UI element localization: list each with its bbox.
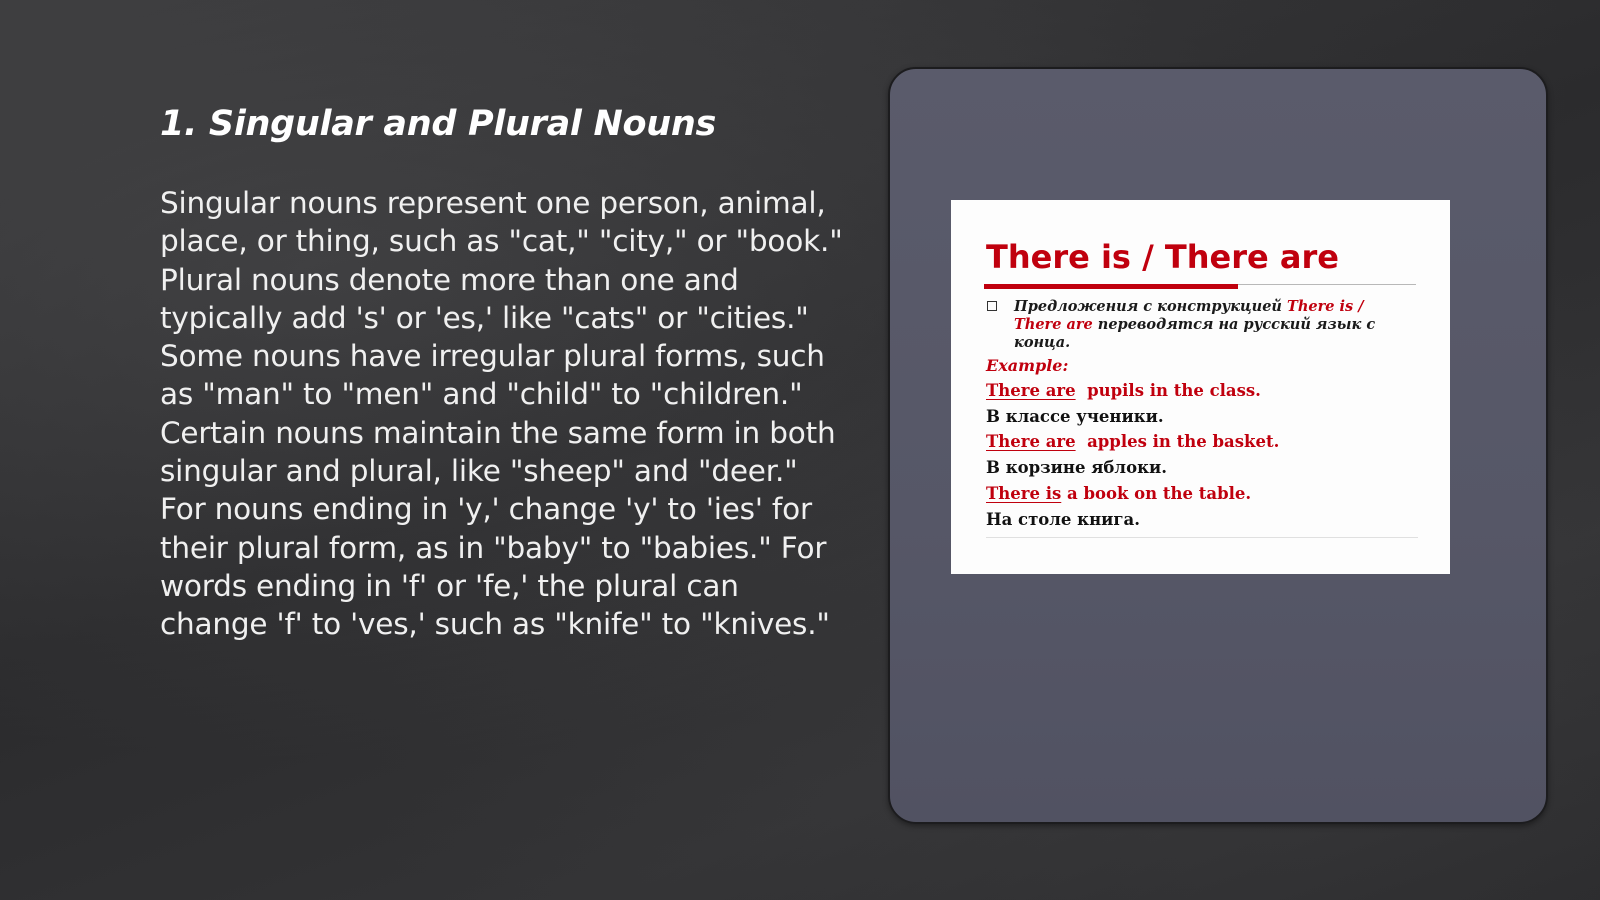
- construction-underlined: There are: [986, 381, 1076, 400]
- example-line-russian: На столе книга.: [986, 510, 1140, 529]
- example-rest: a book on the table.: [1061, 484, 1252, 503]
- slide-body-text: Singular nouns represent one person, animal, place, or thing, such as "cat," "city," or "book." Plural nouns denote more than one and typically add 's' or 'es,' like "cats" or "cities." Some nouns have irregular plural forms, such as "man" to "men" and "child" to "children." Certain nouns maintain the same form in both singular and plural, like "sheep" and "deer." For nouns ending in 'y,' change 'y' to 'ies' for their plural form, as in "baby" to "babies." For words ending in 'f' or 'fe,' the plural can change 'f' to 'ves,' such as "knife" to "knives.": [160, 186, 843, 642]
- example-line-english: [986, 484, 1251, 503]
- square-bullet-icon: [987, 301, 997, 311]
- slide-heading: 1. Singular and Plural Nouns: [160, 104, 716, 144]
- title-accent-bar: [984, 284, 1238, 289]
- bullet-highlight: There is / There are: [1014, 298, 1364, 333]
- bullet-text: [987, 298, 1409, 352]
- construction-underlined: There are: [986, 432, 1076, 451]
- construction-underlined: There is: [986, 484, 1062, 503]
- example-line-russian: В корзине яблоки.: [986, 458, 1167, 477]
- grammar-card-image: [951, 200, 1450, 574]
- card-title: There is / There are: [986, 238, 1339, 276]
- example-line-english: [986, 381, 1261, 400]
- example-rest: apples in the basket.: [1075, 432, 1280, 451]
- example-rest: pupils in the class.: [1075, 381, 1261, 400]
- example-label: Example:: [986, 356, 1069, 375]
- card-bullet: [987, 298, 1437, 352]
- bottom-divider: [986, 537, 1418, 538]
- bullet-prefix: Предложения с конструкцией: [1014, 298, 1288, 315]
- bullet-suffix: переводятся на русский язык с конца.: [1014, 316, 1376, 351]
- example-line-russian: В классе ученики.: [986, 407, 1164, 426]
- example-line-english: [986, 432, 1279, 451]
